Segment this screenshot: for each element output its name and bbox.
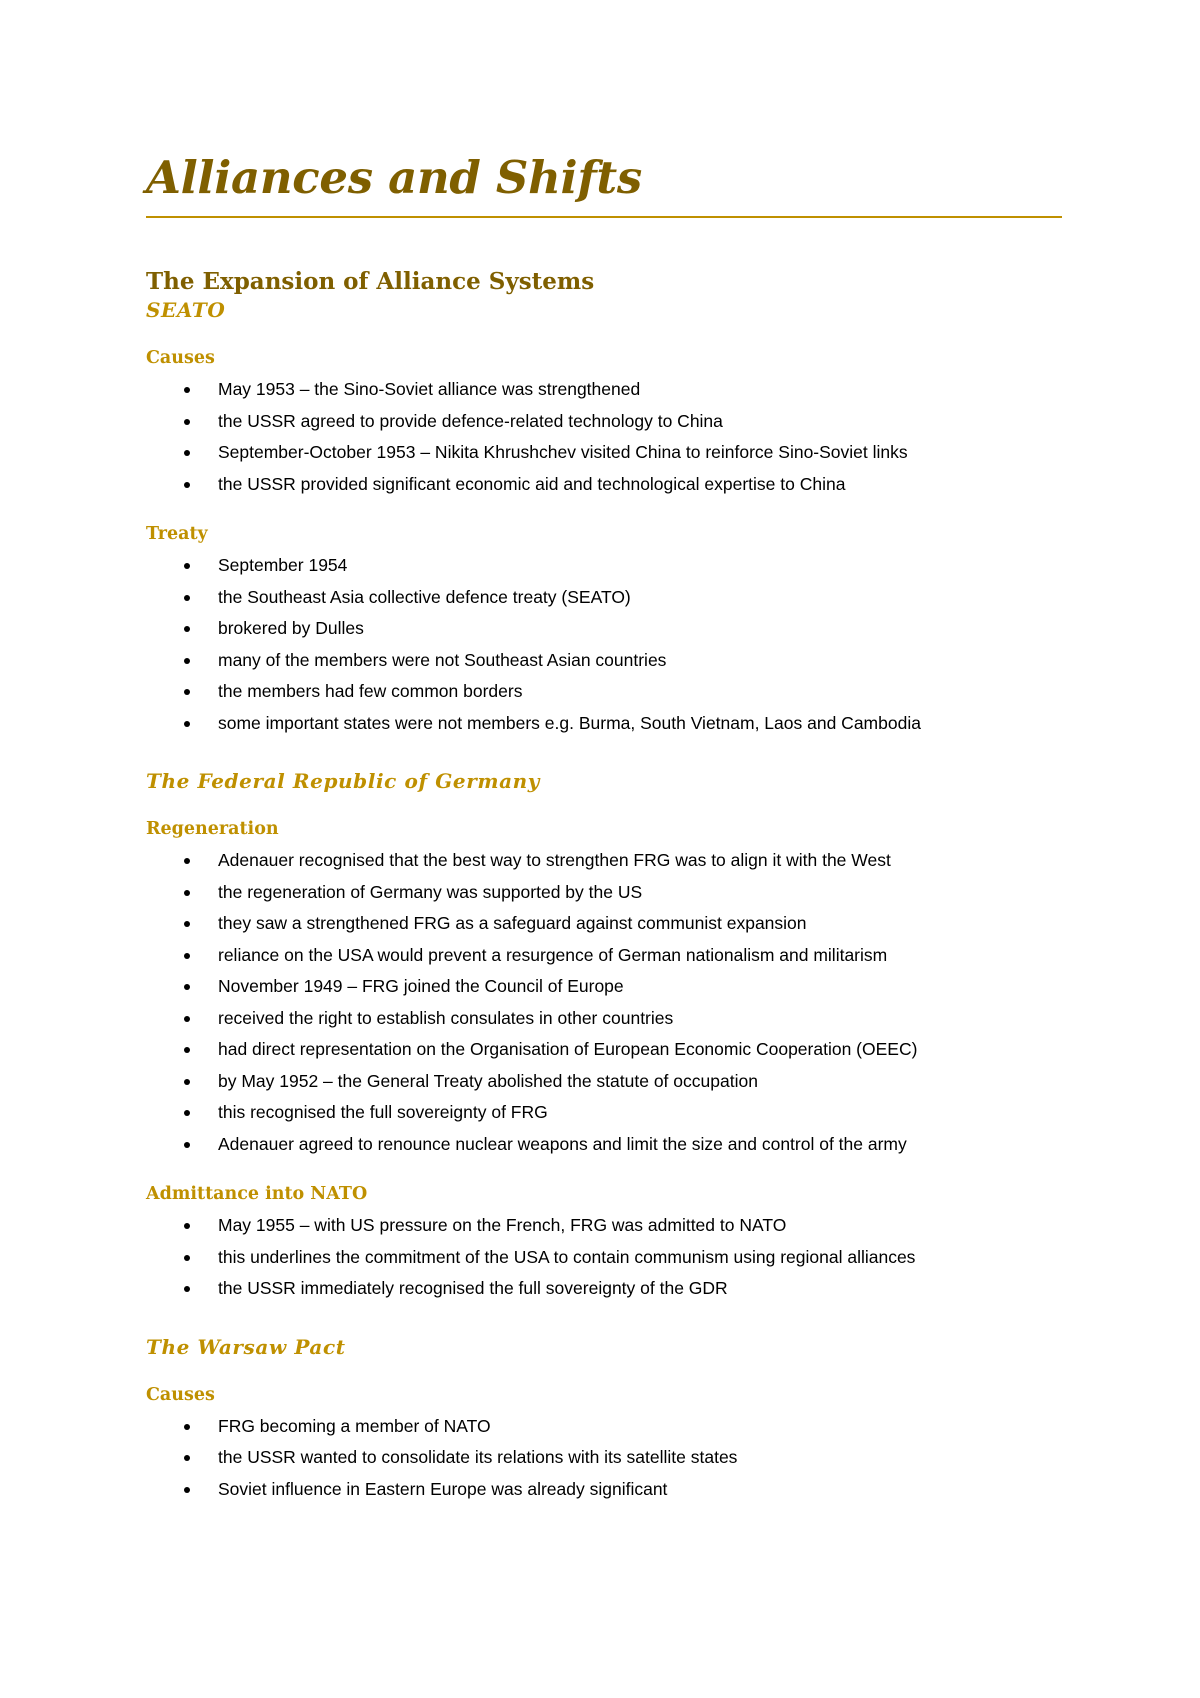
bullet-icon — [184, 419, 190, 425]
list-item-text: had direct representation on the Organisation of European Economic Cooperation (OEEC) — [218, 1039, 918, 1059]
list-item-text: May 1953 – the Sino-Soviet alliance was strengthened — [218, 379, 641, 399]
bullet-icon — [184, 387, 190, 393]
list-item — [146, 1003, 1062, 1035]
list-item — [146, 1034, 1062, 1066]
list-item — [146, 1242, 1062, 1274]
list-item — [146, 1066, 1062, 1098]
bullet-icon — [184, 890, 190, 896]
frg-nato-list — [146, 1210, 1062, 1305]
list-item-text: September-October 1953 – Nikita Khrushchev visited China to reinforce Sino-Soviet links — [218, 442, 908, 462]
list-item-text: FRG becoming a member of NATO — [218, 1415, 491, 1436]
list-item — [146, 1210, 1062, 1242]
list-item — [146, 469, 1062, 501]
list-item-text: May 1955 – with US pressure on the French, FRG was admitted to NATO — [218, 1215, 787, 1235]
seato-treaty-list — [146, 550, 1062, 739]
list-item-text: Adenauer recognised that the best way to strengthen FRG was to align it with the West — [218, 850, 891, 870]
bullet-icon — [184, 1047, 190, 1053]
list-item — [146, 406, 1062, 438]
list-item-text: the USSR immediately recognised the full sovereignty of the GDR — [218, 1278, 728, 1298]
list-item — [146, 645, 1062, 677]
subsection-heading-warsaw-pact: The Warsaw Pact — [146, 1334, 346, 1359]
list-item — [146, 908, 1062, 940]
bullet-icon — [184, 626, 190, 632]
list-item — [146, 708, 1062, 740]
bullet-icon — [184, 482, 190, 488]
frg-regeneration-list — [146, 845, 1062, 1160]
list-item-text: Adenauer agreed to renounce nuclear weapons and limit the size and control of the army — [218, 1133, 907, 1154]
list-item — [146, 550, 1062, 582]
bullet-icon — [184, 984, 190, 990]
bullet-icon — [184, 689, 190, 695]
warsaw-causes-heading: Causes — [146, 1384, 215, 1405]
warsaw-causes-list — [146, 1411, 1062, 1506]
document-page — [146, 150, 1062, 1505]
bullet-icon — [184, 1223, 190, 1229]
list-item-text: some important states were not members e.g. Burma, South Vietnam, Laos and Cambodia — [218, 712, 921, 733]
bullet-icon — [184, 1487, 190, 1493]
bullet-icon — [184, 563, 190, 569]
list-item-text: this recognised the full sovereignty of FRG — [218, 1102, 548, 1122]
seato-causes-heading: Causes — [146, 348, 215, 368]
list-item — [146, 437, 1062, 469]
list-item-text: the USSR wanted to consolidate its relations with its satellite states — [218, 1447, 738, 1467]
bullet-icon — [184, 721, 190, 727]
list-item — [146, 676, 1062, 708]
list-item — [146, 1442, 1062, 1474]
bullet-icon — [184, 595, 190, 601]
bullet-icon — [184, 1016, 190, 1022]
list-item-text: the members had few common borders — [218, 681, 523, 701]
list-item — [146, 845, 1062, 877]
list-item — [146, 1474, 1062, 1506]
list-item-text: the USSR agreed to provide defence-related technology to China — [218, 410, 723, 431]
list-item-text: they saw a strengthened FRG as a safeguard against communist expansion — [218, 913, 807, 933]
bullet-icon — [184, 1255, 190, 1261]
frg-nato-heading: Admittance into NATO — [146, 1184, 368, 1204]
list-item — [146, 877, 1062, 909]
seato-treaty-heading: Treaty — [146, 524, 208, 544]
section-heading: The Expansion of Alliance Systems — [146, 268, 595, 295]
document-title: Alliances and Shifts — [146, 151, 642, 204]
title-divider — [146, 216, 1062, 218]
list-item-text: September 1954 — [218, 555, 348, 575]
bullet-icon — [184, 1110, 190, 1116]
bullet-icon — [184, 450, 190, 456]
bullet-icon — [184, 1286, 190, 1292]
bullet-icon — [184, 921, 190, 927]
bullet-icon — [184, 1142, 190, 1148]
list-item-text: the regeneration of Germany was supported by the US — [218, 881, 643, 902]
list-item-text: received the right to establish consulates in other countries — [218, 1007, 674, 1028]
bullet-icon — [184, 1079, 190, 1085]
list-item-text: reliance on the USA would prevent a resurgence of German nationalism and militarism — [218, 944, 888, 965]
subsection-heading-seato: SEATO — [146, 298, 226, 322]
list-item — [146, 1097, 1062, 1129]
list-item — [146, 971, 1062, 1003]
list-item-text: many of the members were not Southeast Asian countries — [218, 649, 667, 670]
bullet-icon — [184, 658, 190, 664]
list-item — [146, 613, 1062, 645]
frg-regeneration-heading: Regeneration — [146, 819, 279, 839]
bullet-icon — [184, 858, 190, 864]
list-item-text: the Southeast Asia collective defence treaty (SEATO) — [218, 586, 631, 607]
list-item-text: this underlines the commitment of the USA to contain communism using regional alliances — [218, 1246, 916, 1267]
seato-causes-list — [146, 374, 1062, 500]
list-item-text: by May 1952 – the General Treaty abolished the statute of occupation — [218, 1070, 758, 1091]
list-item-text: the USSR provided significant economic aid and technological expertise to China — [218, 473, 846, 494]
list-item — [146, 1273, 1062, 1305]
list-item — [146, 582, 1062, 614]
bullet-icon — [184, 953, 190, 959]
list-item-text: brokered by Dulles — [218, 618, 364, 638]
list-item — [146, 1129, 1062, 1161]
list-item-text: November 1949 – FRG joined the Council of Europe — [218, 976, 624, 996]
list-item — [146, 940, 1062, 972]
list-item — [146, 1411, 1062, 1443]
list-item-text: Soviet influence in Eastern Europe was already significant — [218, 1478, 668, 1499]
subsection-heading-frg: The Federal Republic of Germany — [146, 769, 541, 793]
bullet-icon — [184, 1424, 190, 1430]
bullet-icon — [184, 1455, 190, 1461]
list-item — [146, 374, 1062, 406]
